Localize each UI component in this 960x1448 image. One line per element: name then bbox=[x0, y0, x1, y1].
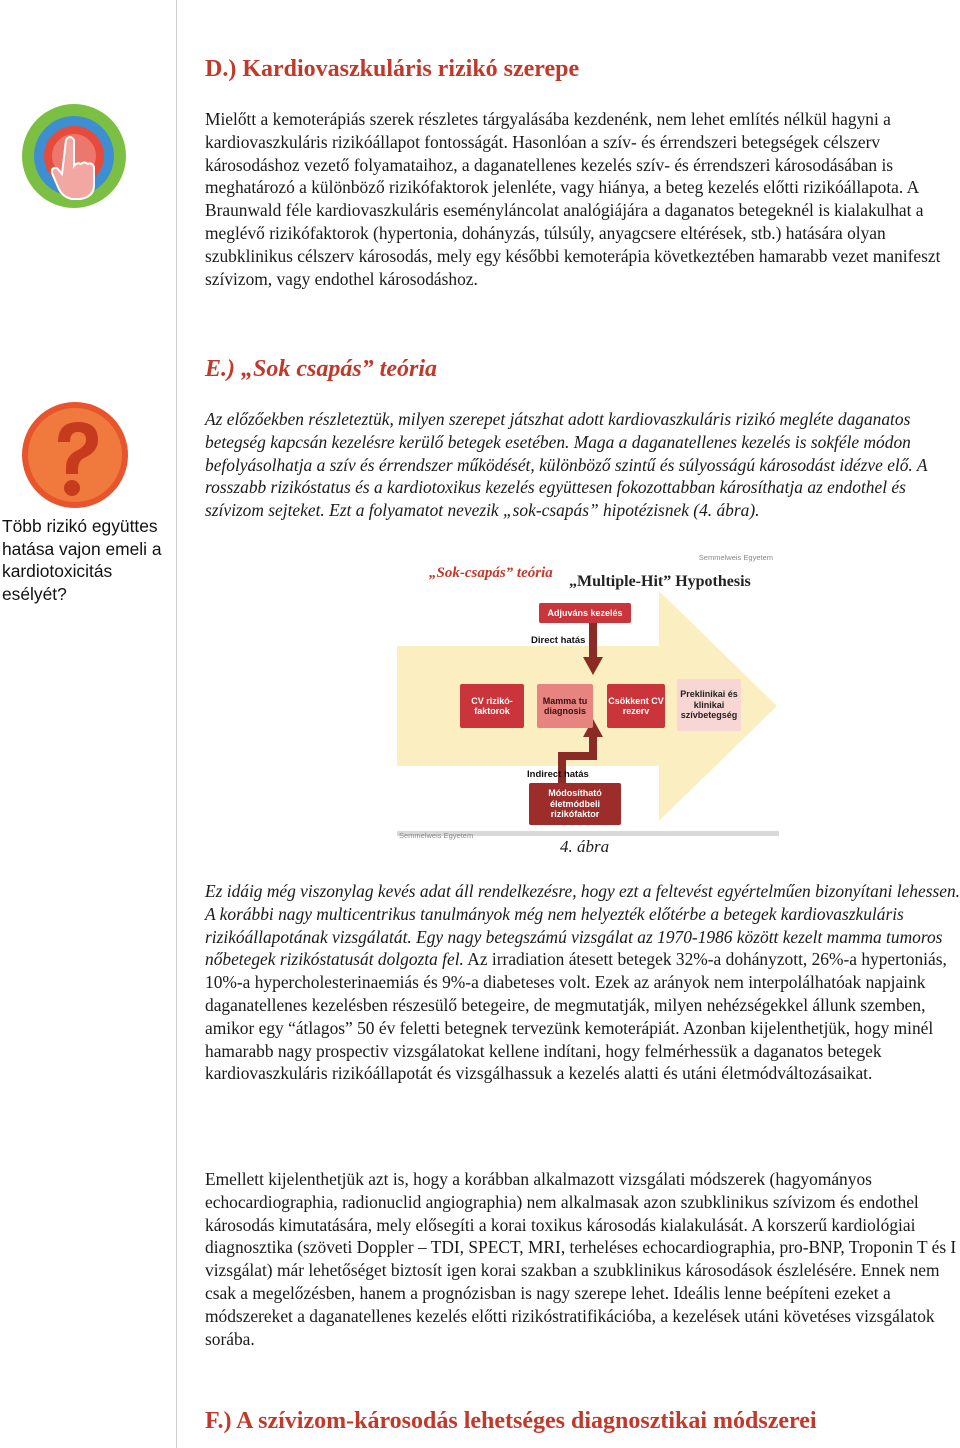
box-reduced-reserve: Csökkent CV rezerv bbox=[607, 684, 665, 728]
paragraph-diagnostics: Emellett kijelenthetjük azt is, hogy a korábban alkalmazott vizsgálati módszerek (hagyományos echocardiographia, radionuclid angiographia) nem alkalmasak azon szubklinikus szívizom és endothel károsodás kimutatására, mely elősegíti a korai toxikus károsodás kialakulását. A korszerű kardiológiai diagnosztika (szöveti Doppler – TDI, SPECT, MRI, terheléses echocardiographia, pro-BNP, Troponin T és I vizsgálat) már lehetőséget biztosít igen korai szakban a szubklinikus károsodások észlelésére. Ennek nem csak a megelőzésben, hanem a prognózisban is nagy szerepe lehet. Ideális lenne beépíteni ezeket a módszereket a daganatellenes kezelés előtti rizikóstratifikációba, a kezelések utáni követéses vizsgálatok sorába. bbox=[205, 1169, 957, 1349]
figure-title-en: „Multiple-Hit” Hypothesis bbox=[569, 573, 751, 590]
paragraph-study-data-italic: Ez idáig még viszonylag kevés adat áll rendelkezésre, hogy ezt a feltevést egyértelműen bizonyítani lehessen. A korábbi nagy multicentrikus tanulmányok még nem helyezték előtérbe a betegek kardiovaszkuláris rizikóállapotának vizsgálatát. Egy nagy betegszámú vizsgálat az 1970-1986 között kezelt mamma tumoros nőbetegek rizikóstatusát dolgozta fel. bbox=[205, 881, 960, 970]
margin-divider bbox=[176, 0, 177, 1448]
direct-effect-label: Direct hatás bbox=[531, 635, 586, 646]
section-e-paragraph: Az előzőekben részleteztük, milyen szerepet játszhat adott kardiovaszkuláris rizikó megléte daganatos betegség kapcsán kezelésre kerülő betegek esetében. Maga a daganatellenes kezelés is sokféle módon befolyásolhatja a szív és érrendszer működését, különböző szintű és súlyosságú károsodást idézve elő. A rosszabb rizikóstatus és a kardiotoxikus kezelés együttesen fokozottabban károsíthatja az endothel és szívizom sejteket. Ezt a folyamatot nevezik „sok-csapás” hipotézisnek (4. ábra). bbox=[205, 409, 928, 521]
paragraph-study-data bbox=[205, 880, 960, 1085]
figure-title-hu: „Sok-csapás” teória bbox=[429, 565, 553, 581]
box-heart-disease: Preklinikai és klinikai szívbetegség bbox=[677, 679, 741, 731]
modifiable-risk-box: Módosítható életmódbeli rizikófaktor bbox=[529, 783, 621, 825]
figure-caption: 4. ábra bbox=[560, 837, 610, 856]
section-d-heading: D.) Kardiovaszkuláris rizikó szerepe bbox=[205, 56, 580, 82]
multiple-hit-figure bbox=[397, 551, 779, 839]
paragraph-study-data-rest: Az irradiation átesett betegek 32%-a dohányzott, 26%-a hypertoniás, 10%-a hypercholesterinaemiás és 9%-a diabeteses volt. Ezek az arányok nem interpolálhatóak napjaink daganatellenes kezelésben részesülő betegeire, de megmutatják, milyen nehézségekkel állunk szemben, amikor egy “átlagos” 50 év feletti betegnek tervezünk kemoterápiát. Azonban kijelenthetjük, hogy minél hamarabb nagy prospectiv vizsgálatokat kellene indítani, hogy felmérhessük a daganatos betegek kardiovaszkuláris rizikóállapotát és vizsgálhassuk a kezelés alatti és utáni életmódváltozásaikat. bbox=[205, 949, 947, 1084]
adjuvant-box: Adjuváns kezelés bbox=[539, 603, 631, 623]
figure-brand-bottom: Semmelweis Egyetem bbox=[399, 831, 474, 840]
section-d-paragraph: Mielőtt a kemoterápiás szerek részletes tárgyalásába kezdenénk, nem lehet említés nélkül hagyni a kardiovaszkuláris rizikóállapot fontosságát. Hasonlóan a szív- és érrendszeri betegségek célszerv károsodáshoz vezető folyamataihoz, a daganatellenes kezelés szív- és érrendszeri károsodásában is meghatározó a különböző rizikófaktorok jelenléte, vagy hiánya, a beteg kezelés előtti rizikóállapota. A Braunwald féle kardiovaszkuláris eseményláncolat analógiájára a daganatos betegeknél is kialakulhat a meglévő rizikófaktorok (hypertonia, dohányzás, túlsúly, anyagcsere eltérések, stb.) hatására olyan szubklinikus célszerv károsodás, mely egy későbbi kemoterápia következtében hamarabb vezet manifeszt szívizom, vagy endothel károsodáshoz. bbox=[205, 109, 941, 289]
section-f-heading: F.) A szívizom-károsodás lehetséges diagnosztikai módszerei bbox=[205, 1408, 817, 1434]
section-e-heading: E.) „Sok csapás” teória bbox=[205, 356, 438, 382]
sidebar-question-text: Több rizikó együttes hatása vajon emeli a kardiotoxicitás esélyét? bbox=[2, 516, 162, 604]
figure-brand-top: Semmelweis Egyetem bbox=[698, 553, 773, 562]
box-mamma-tu: Mamma tu diagnosis bbox=[537, 684, 593, 728]
indirect-effect-label: Indirect hatás bbox=[527, 769, 589, 780]
box-cv-risk: CV rizikó-faktorok bbox=[460, 684, 524, 728]
hand-pointer-icon bbox=[20, 100, 130, 215]
question-mark-icon bbox=[20, 400, 130, 515]
